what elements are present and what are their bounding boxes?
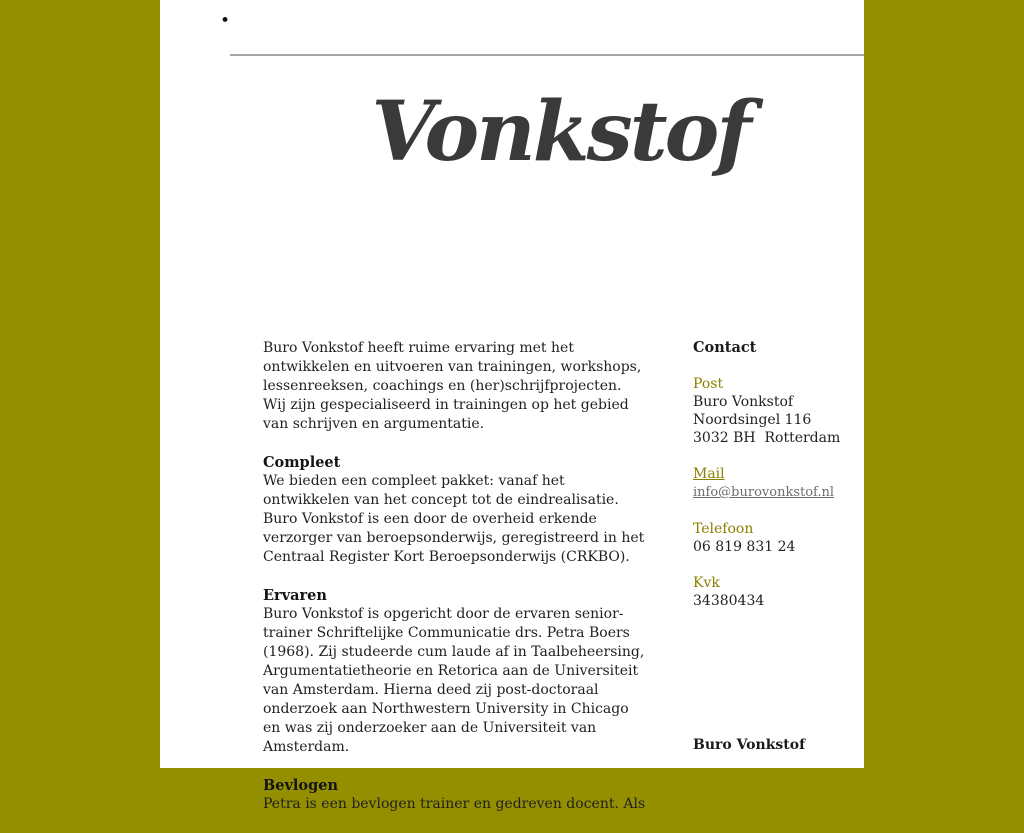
contact-group-kvk (693, 574, 873, 610)
footer-company-title: Buro Vonkstof (693, 737, 806, 753)
section-body-ervaren: Buro Vonkstof is opgericht door de ervaren senior-trainer Schriftelijke Communicatie drs. Petra Boers (1968). Zij studeerde cum laude af in Taalbeheersing, Argumentatietheorie en Retorica aan de Universiteit van Amsterdam. Hierna deed zij post-doctoraal onderzoek aan Northwestern University in Chicago en was zij onderzoeker aan de Universiteit van Amsterdam. (263, 606, 645, 755)
email-address-link[interactable]: info@burovonkstof.nl (693, 485, 835, 500)
section-body-compleet: We bieden een compleet pakket: vanaf het ontwikkelen van het concept tot de eindrealisatie. Buro Vonkstof is een door de overheid erkende verzorger van beroepsonderwijs, geregistreerd in het Centraal Register Kort Beroepsonderwijs (CRKBO). (263, 473, 645, 565)
mail-label-link[interactable]: Mail (693, 466, 725, 482)
content-page (160, 0, 864, 812)
site-logo[interactable]: Vonkstof (371, 84, 749, 180)
post-label: Post (693, 376, 724, 392)
post-city-line: 3032 BH Rotterdam (693, 430, 841, 446)
contact-group-telefoon (693, 520, 873, 556)
telefoon-label: Telefoon (693, 521, 754, 537)
section-heading-compleet: Compleet (263, 454, 341, 471)
contact-sidebar (693, 339, 873, 628)
intro-paragraph: Buro Vonkstof heeft ruime ervaring met het ontwikkelen en uitvoeren van trainingen, workshops, lessenreeksen, coachings en (her)schrijfprojecten. Wij zijn gespecialiseerd in trainingen op het gebied van schrijven en argumentatie. (263, 340, 642, 432)
main-content (263, 339, 647, 833)
telefoon-number: 06 819 831 24 (693, 539, 796, 555)
contact-title: Contact (693, 339, 757, 356)
section-body-bevlogen: Petra is een bevlogen trainer en gedreven docent. Als (263, 796, 646, 812)
kvk-label: Kvk (693, 575, 720, 591)
kvk-number: 34380434 (693, 593, 765, 609)
nav-menu-bullet-icon[interactable]: • (220, 11, 231, 31)
post-street-line: Noordsingel 116 (693, 412, 812, 428)
header-divider (230, 54, 864, 56)
section-heading-ervaren: Ervaren (263, 587, 327, 604)
section-heading-bevlogen: Bevlogen (263, 777, 338, 794)
post-company-line: Buro Vonkstof (693, 394, 794, 410)
contact-group-mail (693, 465, 873, 502)
contact-group-post (693, 375, 873, 447)
